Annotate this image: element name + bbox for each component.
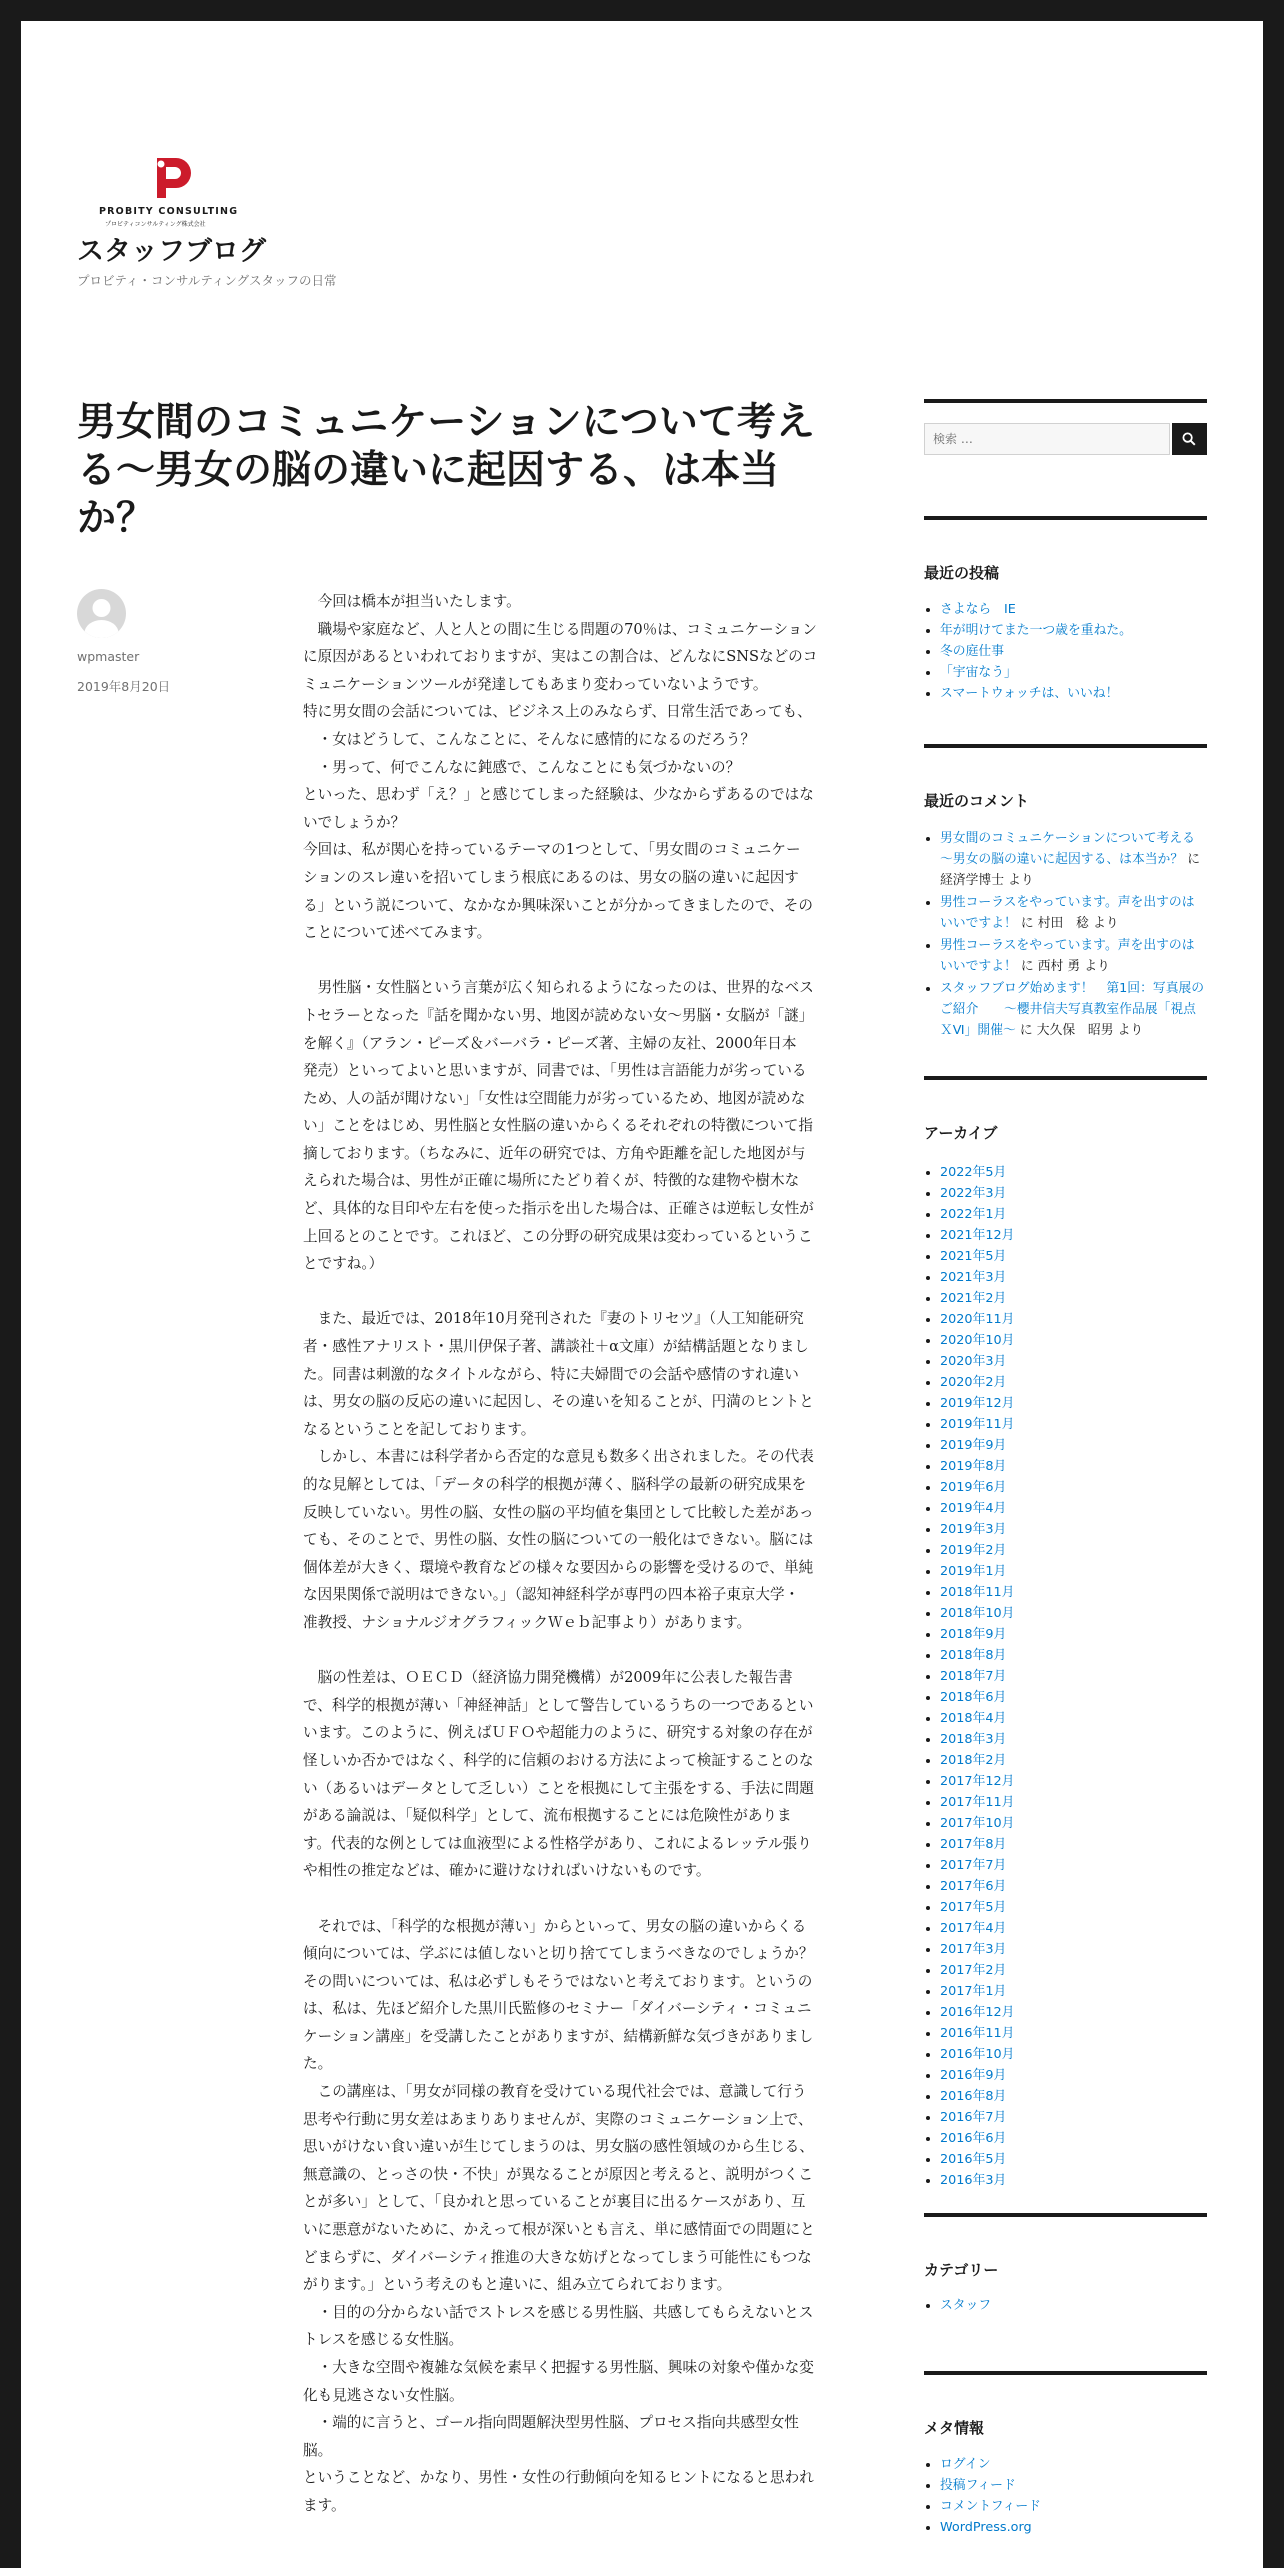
archive-item	[940, 1435, 1207, 1456]
archive-item	[940, 2002, 1207, 2023]
archive-item-link[interactable]: 2018年7月	[940, 1669, 1007, 1684]
recent-posts-list	[924, 599, 1207, 704]
recent-comment-post-link[interactable]: 男性コーラスをやっています。声を出すのは	[940, 938, 1195, 953]
content-line: 思いがけない食い違いが生じてしまうのは、男女脳の感性領域のから生じる、	[303, 2138, 814, 2156]
archive-item-link[interactable]: 2021年3月	[940, 1270, 1007, 1285]
content-line: ます。	[303, 2496, 346, 2514]
archive-item-link[interactable]: 2020年11月	[940, 1312, 1015, 1327]
meta-item-link[interactable]: WordPress.org	[940, 2520, 1032, 2535]
recent-post-item-link[interactable]: さよなら IE	[940, 602, 1016, 617]
archive-item-link[interactable]: 2019年11月	[940, 1417, 1015, 1432]
archive-item	[940, 1813, 1207, 1834]
post-title-line: る～男女の脳の違いに起因する、は本当	[77, 448, 780, 493]
recent-post-item	[940, 662, 1207, 683]
categories-title: カテゴリー	[924, 2261, 999, 2279]
archive-item	[940, 1183, 1207, 1204]
recent-comment-post-link[interactable]: ～男女の脳の違いに起因する、は本当か？	[940, 852, 1184, 867]
archive-item	[940, 1855, 1207, 1876]
search-form	[924, 423, 1207, 457]
meta-item	[940, 2517, 1207, 2538]
archive-item	[940, 1204, 1207, 1225]
archive-item-link[interactable]: 2017年5月	[940, 1900, 1007, 1915]
category-item-link[interactable]: スタッフ	[940, 2298, 992, 2313]
content-line: や相性の推定などは、確かに避けなければいけないものです。	[303, 1862, 711, 1880]
content-line: ・女はどうして、こんなことに、そんなに感情的になるのだろう？	[303, 730, 756, 748]
archive-item-link[interactable]: 2018年10月	[940, 1606, 1015, 1621]
content-line: で、科学的根拠が薄い「神経神話」として警告しているうちの一つであるとい	[303, 1696, 814, 1714]
archive-item-link[interactable]: 2019年3月	[940, 1522, 1007, 1537]
archive-item-link[interactable]: 2017年8月	[940, 1837, 1007, 1852]
content-line: 無意識の、とっさの快・不快」が異なることが原因と考えると、説明がつくこ	[303, 2165, 813, 2183]
content-line: 怪しいか否かではなく、科学的に信頼のおける方法によって検証することのな	[303, 1751, 814, 1769]
search-input[interactable]: 検索 …	[924, 423, 1170, 455]
archive-item-link[interactable]: 2018年8月	[940, 1648, 1007, 1663]
content-line: 個体差が大きく、環境や教育などの様々な要因からの影響を受けるので、単純	[303, 1558, 814, 1576]
post-title-line: か？	[77, 496, 156, 541]
archive-item	[940, 1225, 1207, 1246]
meta-title: メタ情報	[924, 2419, 985, 2437]
archive-item-link[interactable]: 2016年11月	[940, 2026, 1015, 2041]
archive-item	[940, 2128, 1207, 2149]
recent-comment-author: 経済学博士 より	[940, 873, 1034, 888]
meta-item	[940, 2496, 1207, 2517]
archive-item-link[interactable]: 2017年4月	[940, 1921, 1007, 1936]
archive-item	[940, 1897, 1207, 1918]
archive-item-link[interactable]: 2019年1月	[940, 1564, 1007, 1579]
content-line: また、最近では、2018年10月発刊された『妻のトリセツ』（人工知能研究	[303, 1310, 804, 1328]
archive-item	[940, 1288, 1207, 1309]
post-title-line: 男女間のコミュニケーションについて考え	[77, 400, 815, 445]
content-line: トセラーとなった『話を聞かない男、地図が読めない女～男脳・女脳が「謎」	[303, 1006, 814, 1024]
content-line: ミュニケーションツールが発達してもあまり変わっていないようです。	[303, 675, 768, 693]
archives-title: アーカイブ	[924, 1124, 998, 1142]
recent-comment-author: に 大久保 昭男 より	[1015, 1023, 1144, 1038]
recent-comment-post-link[interactable]: ＸⅥ」開催～	[940, 1023, 1016, 1038]
archive-item-link[interactable]: 2017年1月	[940, 1984, 1007, 1999]
archive-item-link[interactable]: 2018年9月	[940, 1627, 1007, 1642]
content-line: ため、人の話が聞けない」「女性は空間能力が劣っているため、地図が読めな	[303, 1089, 806, 1107]
archive-item-link[interactable]: 2021年5月	[940, 1249, 1007, 1264]
archive-item-link[interactable]: 2017年2月	[940, 1963, 1007, 1978]
archive-item	[940, 1246, 1207, 1267]
content-line: 准教授、ナショナルジオグラフィックＷｅｂ記事より）があります。	[303, 1613, 752, 1631]
content-line: ・端的に言うと、ゴール指向問題解決型男性脳、プロセス指向共感型女性	[303, 2414, 799, 2432]
archive-item-link[interactable]: 2016年9月	[940, 2068, 1007, 2083]
archive-item-link[interactable]: 2016年12月	[940, 2005, 1015, 2020]
archive-item	[940, 1981, 1207, 2002]
archive-item-link[interactable]: 2022年3月	[940, 1186, 1007, 1201]
archive-item	[940, 1351, 1207, 1372]
recent-post-item-link[interactable]: 年が明けてまた一つ歳を重ねた。	[940, 623, 1132, 638]
archive-item	[940, 1687, 1207, 1708]
post-author[interactable]: wpmaster	[77, 649, 140, 664]
archive-item-link[interactable]: 2020年3月	[940, 1354, 1007, 1369]
recent-post-item	[940, 683, 1207, 704]
content-line: 男性脳・女性脳という言葉が広く知られるようになったのは、世界的なベス	[303, 979, 814, 997]
meta-item	[940, 2475, 1207, 2496]
archive-item-link[interactable]: 2017年12月	[940, 1774, 1015, 1789]
recent-post-item	[940, 641, 1207, 662]
archive-item	[940, 1582, 1207, 1603]
meta-list	[924, 2454, 1207, 2538]
category-item	[940, 2295, 1207, 2316]
content-line: とですね。）	[303, 1255, 384, 1273]
archive-item-link[interactable]: 2019年2月	[940, 1543, 1007, 1558]
content-line: に原因があるといわれておりますが、実はこの割合は、どんなにSNSなどのコ	[303, 648, 818, 666]
content-line: は、男女の脳の反応の違いに起因し、その違いを知ることが、円満のヒントと	[303, 1393, 814, 1411]
archive-item	[940, 1708, 1207, 1729]
recent-comment-item	[940, 892, 1207, 934]
content-line: 発売）といってよいと思いますが、同書では、「男性は言語能力が劣っている	[303, 1062, 807, 1080]
recent-comment-post-link[interactable]: スタッフブログ始めます！ 第1回：写真展の	[940, 981, 1205, 996]
archive-item	[940, 1834, 1207, 1855]
content-line: い」ことをはじめ、男性脳と女性脳の違いからくるそれぞれの特徴について指	[303, 1117, 813, 1135]
archives-list	[924, 1162, 1207, 2191]
content-line: は、私は、先ほど紹介した黒川氏監修のセミナー「ダイバーシティ・コミュニ	[303, 2000, 812, 2018]
archive-item	[940, 1414, 1207, 1435]
archive-item	[940, 1729, 1207, 1750]
content-line: 反映していない。男性の脳、女性の脳の平均値を集団として比較した差があっ	[303, 1503, 814, 1521]
archive-item	[940, 1267, 1207, 1288]
archive-item	[940, 1498, 1207, 1519]
content-line: がある論説は、「疑似科学」として、流布根拠することには危険性がありま	[303, 1807, 792, 1825]
archive-item-link[interactable]: 2020年10月	[940, 1333, 1015, 1348]
site-title[interactable]: スタッフブログ	[77, 236, 266, 267]
archive-item	[940, 2044, 1207, 2065]
archive-item-link[interactable]: 2018年4月	[940, 1711, 1007, 1726]
content-line: る」という説について、なかなか興味深いことが分かってきましたので、その	[303, 896, 813, 914]
page	[21, 21, 1263, 2568]
content-line: ということなど、かなり、男性・女性の行動傾向を知るヒントになると思われ	[303, 2469, 814, 2487]
post-date[interactable]: 2019年8月20日	[77, 679, 171, 694]
content-line: この講座は、「男女が同様の教育を受けている現代社会では、意識して行う	[303, 2083, 807, 2101]
archive-item	[940, 1456, 1207, 1477]
recent-comment-item	[940, 828, 1207, 891]
content-line: ・男って、何でこんなに鈍感で、こんなことにも気づかないの？	[303, 758, 741, 776]
recent-post-item-link[interactable]: 「宇宙なう」	[940, 665, 1017, 680]
content-line: ど、具体的な目印や左右を使った指示を出した場合は、正確さは逆転し女性が	[303, 1200, 814, 1218]
content-line: ・目的の分からない話でストレスを感じる男性脳、共感してもらえないとス	[303, 2303, 814, 2321]
archives-widget	[924, 1076, 1207, 2188]
content-line: を解く』（アラン・ピーズ＆バーバラ・ピーズ著、主婦の友社、2000年日本	[303, 1034, 797, 1052]
content-line: といった、思わず「え？」と感じてしまった経験は、少なからずあるのではな	[303, 786, 814, 804]
categories-widget	[924, 2213, 1207, 2313]
content-line: 脳。	[303, 2441, 333, 2459]
archive-item	[940, 1477, 1207, 1498]
search-button[interactable]	[1172, 423, 1207, 455]
recent-posts-title: 最近の投稿	[924, 564, 1000, 582]
content-line: しかし、本書には科学者から否定的な意見も数多く出されました。その代表	[303, 1448, 814, 1466]
content-line: 上回るとのことです。これほど、この分野の研究成果は変わっているというこ	[303, 1227, 813, 1245]
content-line: 職場や家庭など、人と人との間に生じる問題の70％は、コミュニケーション	[303, 620, 817, 638]
archive-item-link[interactable]: 2018年6月	[940, 1690, 1007, 1705]
author-avatar[interactable]	[77, 589, 126, 638]
archive-item-link[interactable]: 2017年3月	[940, 1942, 1007, 1957]
archive-item	[940, 1771, 1207, 1792]
archive-item-link[interactable]: 2017年10月	[940, 1816, 1015, 1831]
content-line: ケーション講座」を受講したことがありますが、結構新鮮な気づきがありまし	[303, 2027, 814, 2045]
archive-item	[940, 1372, 1207, 1393]
recent-comments-list	[924, 828, 1207, 1042]
recent-post-item	[940, 599, 1207, 620]
content-line: 傾向については、学ぶには値しないと切り捨ててしまうべきなのでしょうか？	[303, 1945, 814, 1963]
site-logo[interactable]	[77, 136, 242, 228]
meta-item	[940, 2454, 1207, 2475]
archive-item-link[interactable]: 2021年2月	[940, 1291, 1007, 1306]
archive-item	[940, 2170, 1207, 2191]
content-line: とが多い」として、「良かれと思っていることが裏目に出るケースがあり、互	[303, 2193, 806, 2211]
content-line: いに悪意がないために、かえって根が深いとも言え、単に感情面での問題にと	[303, 2221, 815, 2239]
archive-item-link[interactable]: 2016年8月	[940, 2089, 1007, 2104]
recent-post-item	[940, 620, 1207, 641]
recent-comment-post-link[interactable]: いいですよ！	[940, 916, 1017, 931]
categories-list	[924, 2295, 1207, 2316]
post-title	[77, 399, 877, 543]
content-line: ・大きな空間や複雑な気候を素早く把握する男性脳、興味の対象や僅かな変	[303, 2359, 814, 2376]
archive-item	[940, 2065, 1207, 2086]
recent-comments-widget	[924, 744, 1207, 1038]
content-line: 思考や行動に男女差はあまりありませんが、実際のコミュニケーション上で、	[303, 2110, 813, 2128]
recent-comment-post-link[interactable]: 男女間のコミュニケーションについて考える	[940, 831, 1195, 846]
archive-item	[940, 1540, 1207, 1561]
recent-comment-connector: に	[1183, 852, 1201, 867]
logo-brand: PROBITY CONSULTING	[99, 206, 239, 217]
content-line: ションのスレ違いを招いてしまう根底にあるのは、男女の脳の違いに起因す	[303, 868, 799, 886]
archive-item	[940, 1162, 1207, 1183]
archive-item-link[interactable]: 2017年11月	[940, 1795, 1015, 1810]
recent-comment-item	[940, 935, 1207, 977]
archive-item	[940, 1960, 1207, 1981]
meta-item-link[interactable]: 投稿フィード	[940, 2478, 1016, 2493]
recent-comment-post-link[interactable]: いいですよ！	[940, 959, 1017, 974]
content-line: トレスを感じる女性脳。	[303, 2331, 464, 2349]
meta-widget	[924, 2371, 1207, 2535]
content-line: ことについて述べてみます。	[303, 924, 492, 942]
archive-item	[940, 1645, 1207, 1666]
content-line: い（あるいはデータとして乏しい）ことを根拠にして主張をする、手法に問題	[303, 1779, 814, 1797]
archive-item	[940, 1792, 1207, 1813]
archive-item	[940, 1876, 1207, 1897]
meta-item-link[interactable]: コメントフィード	[940, 2499, 1041, 2514]
archive-item	[940, 1603, 1207, 1624]
archive-item-link[interactable]: 2016年3月	[940, 2173, 1007, 2188]
archive-item-link[interactable]: 2019年4月	[940, 1501, 1007, 1516]
archive-item	[940, 1393, 1207, 1414]
meta-item-link[interactable]: ログイン	[940, 2457, 991, 2472]
archive-item-link[interactable]: 2019年9月	[940, 1438, 1007, 1453]
content-line: それでは、「科学的な根拠が薄い」からといって、男女の脳の違いからくる	[303, 1917, 807, 1935]
content-line: た。同書は刺激的なタイトルながら、特に夫婦間での会話や感情のすれ違い	[303, 1365, 799, 1383]
archive-item-link[interactable]: 2022年1月	[940, 1207, 1007, 1222]
archive-item-link[interactable]: 2020年2月	[940, 1375, 1007, 1390]
archive-item	[940, 2086, 1207, 2107]
archive-item	[940, 1750, 1207, 1771]
archive-item-link[interactable]: 2019年12月	[940, 1396, 1015, 1411]
archive-item-link[interactable]: 2017年7月	[940, 1858, 1007, 1873]
content-line: 化も見逃さない女性脳。	[303, 2386, 464, 2404]
content-line: いでしょうか？	[303, 813, 406, 831]
archive-item	[940, 1624, 1207, 1645]
archive-item-link[interactable]: 2019年6月	[940, 1480, 1007, 1495]
archive-item	[940, 2107, 1207, 2128]
content-line: 者・感性アナリスト・黒川伊保子著、講談社＋α文庫）が結構話題となりまし	[303, 1338, 809, 1356]
content-line: た。	[303, 2055, 333, 2073]
archive-item	[940, 2023, 1207, 2044]
archive-item	[940, 1561, 1207, 1582]
content-line: えられた場合は、男性が正確に場所にたどり着くが、特徴的な建物や樹木な	[303, 1172, 800, 1190]
recent-comment-item	[940, 978, 1207, 1041]
content-line: 今回は橋本が担当いたします。	[303, 593, 521, 610]
recent-posts-widget	[924, 516, 1207, 701]
search-icon	[1182, 432, 1196, 446]
recent-post-item-link[interactable]: スマートウォッチは、いいね！	[940, 686, 1119, 701]
archive-item-link[interactable]: 2016年7月	[940, 2110, 1007, 2125]
recent-comment-post-link[interactable]: 男性コーラスをやっています。声を出すのは	[940, 895, 1195, 910]
content-line: 脳の性差は、ＯＥＣＤ（経済協力開発機構）が2009年に公表した報告書	[303, 1669, 793, 1687]
recent-comment-author: に 西村 勇 より	[1016, 959, 1110, 974]
archive-item	[940, 1330, 1207, 1351]
content-line: その問いについては、私は必ずしもそうではないと考えております。というの	[303, 1972, 813, 1990]
archive-item	[940, 1309, 1207, 1330]
content-line: す。代表的な例としては血液型による性格学があり、これによるレッテル張り	[303, 1834, 812, 1852]
archive-item-link[interactable]: 2018年3月	[940, 1732, 1007, 1747]
archive-item-link[interactable]: 2017年6月	[940, 1879, 1007, 1894]
content-line: 摘しております。（ちなみに、近年の研究では、方角や距離を記した地図が与	[303, 1144, 806, 1162]
archive-item	[940, 1666, 1207, 1687]
content-line: な因果関係で説明はできない。」（認知神経科学が専門の四本裕子東京大学・	[303, 1586, 800, 1604]
recent-post-item-link[interactable]: 冬の庭仕事	[940, 644, 1004, 659]
site-description: プロビティ・コンサルティングスタッフの日常	[77, 273, 337, 288]
post-content	[303, 588, 885, 2520]
archive-item	[940, 2149, 1207, 2170]
recent-comment-author: に 村田 稔 より	[1016, 916, 1119, 931]
archive-item-link[interactable]: 2022年5月	[940, 1165, 1007, 1180]
content-line: います。このように、例えばＵＦＯや超能力のように、研究する対象の存在が	[303, 1724, 813, 1742]
archive-item	[940, 1918, 1207, 1939]
content-line: なるということを記しております。	[303, 1420, 536, 1438]
archive-item	[940, 1939, 1207, 1960]
archive-item-link[interactable]: 2016年6月	[940, 2131, 1007, 2146]
content-line: 今回は、私が関心を持っているテーマの1つとして、「男女間のコミュニケー	[303, 841, 801, 859]
content-line: ても、そのことで、男性の脳、女性の脳についての一般化はできない。脳には	[303, 1531, 814, 1549]
recent-comment-post-link[interactable]: ご紹介 ～櫻井信夫写真教室作品展「視点	[940, 1002, 1196, 1017]
content-line: 的な見解としては、「データの科学的根拠が薄く、脳科学の最新の研究成果を	[303, 1476, 807, 1493]
content-line: 特に男女間の会話については、ビジネス上のみならず、日常生活であっても、	[303, 703, 812, 721]
archive-item-link[interactable]: 2021年12月	[940, 1228, 1015, 1243]
archive-item-link[interactable]: 2019年8月	[940, 1459, 1007, 1474]
archive-item	[940, 1519, 1207, 1540]
archive-item-link[interactable]: 2018年2月	[940, 1753, 1007, 1768]
logo-sub: プロビティコンサルティング株式会社	[105, 221, 206, 228]
archive-item-link[interactable]: 2018年11月	[940, 1585, 1015, 1600]
archive-item-link[interactable]: 2016年10月	[940, 2047, 1015, 2062]
content-line: どまらずに、ダイバーシティ推進の大きな妨げとなってしまう可能性にもつな	[303, 2248, 812, 2266]
archive-item-link[interactable]: 2016年5月	[940, 2152, 1007, 2167]
content-line: がります。」という考えのもと違いに、組み立てられております。	[303, 2276, 732, 2294]
recent-comments-title: 最近のコメント	[924, 792, 1030, 810]
